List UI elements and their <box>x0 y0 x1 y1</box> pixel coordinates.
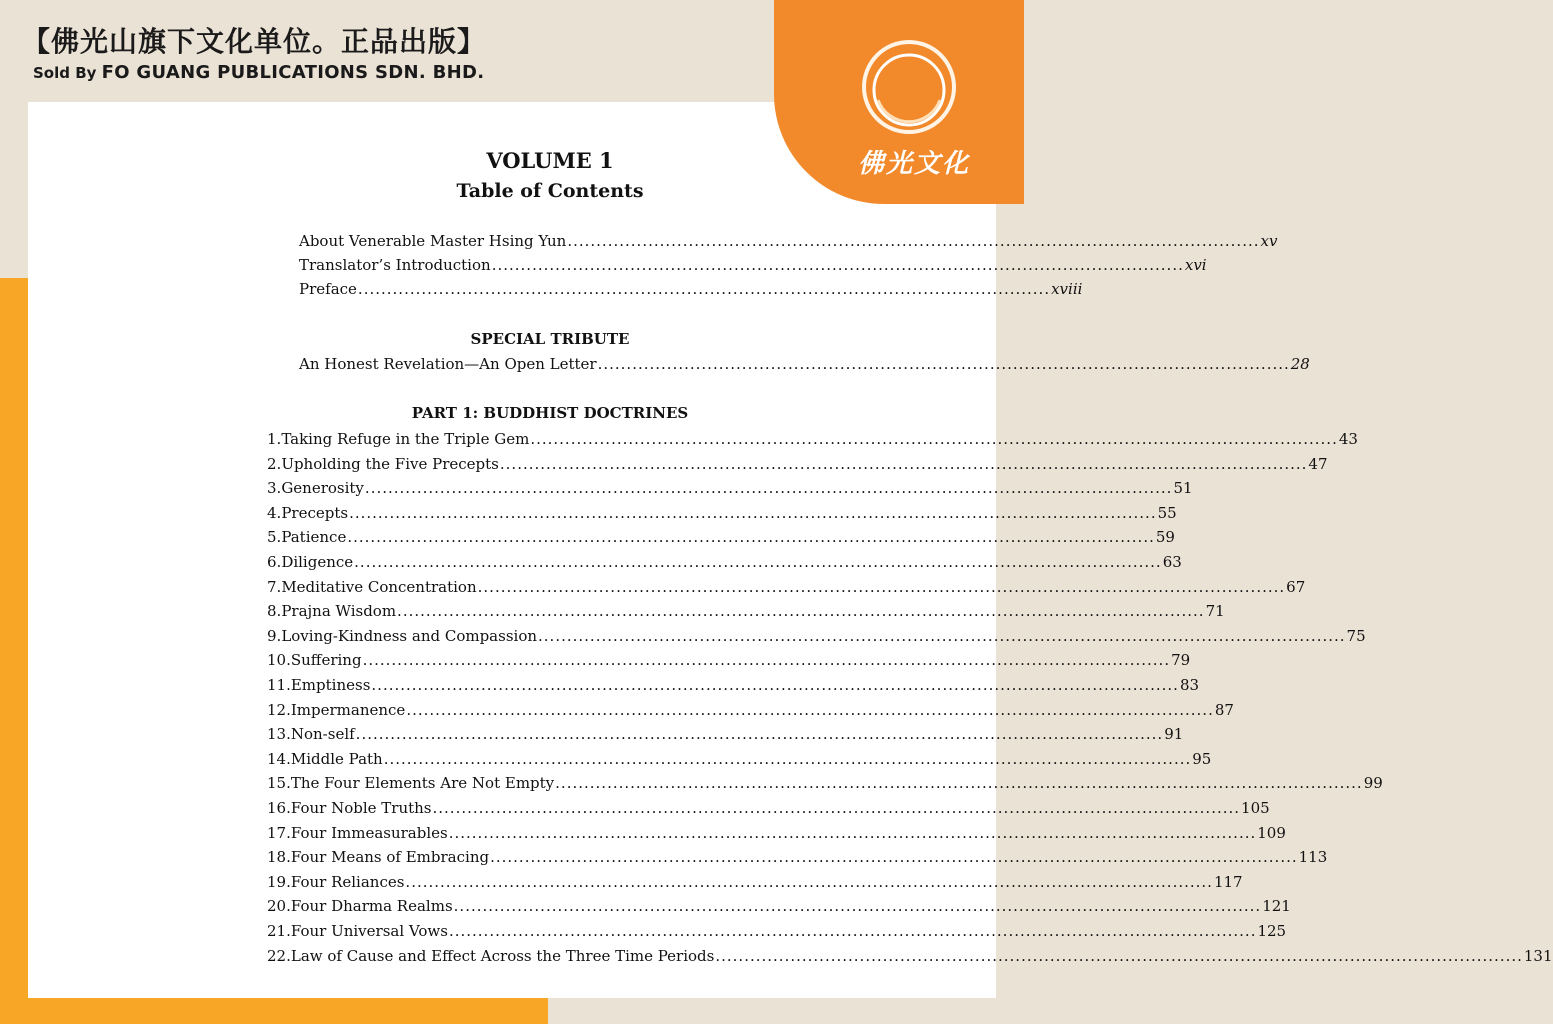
toc-entry <box>267 872 1243 892</box>
toc-entry-page: 67 <box>1286 578 1306 596</box>
toc-entry-title: Four Means of Embracing <box>290 848 490 866</box>
toc-entry-page: 95 <box>1192 750 1212 768</box>
toc-entry-number: 4. <box>267 504 282 522</box>
sold-by-prefix: Sold By <box>33 64 97 82</box>
toc-entry-title: Suffering <box>290 651 362 669</box>
toc-entry <box>267 577 1306 597</box>
toc-dot-leader: ............................................................................................................................................ <box>499 455 1308 473</box>
toc-entry <box>267 921 1287 941</box>
toc-entry <box>267 749 1212 769</box>
toc-dot-leader: ............................................................................................................................................ <box>362 651 1171 669</box>
toc-entry-number: 10. <box>267 651 291 669</box>
toc-entry-number: 1. <box>267 430 282 448</box>
toc-entry-number: 22. <box>267 947 291 965</box>
toc-entry-title: Preface <box>299 280 357 298</box>
toc-entry-page: 63 <box>1162 553 1182 571</box>
toc-dot-leader: ............................................................................................................................................ <box>448 824 1257 842</box>
volume-heading: VOLUME 1 <box>486 148 614 173</box>
toc-entry-title: Translator’s Introduction <box>299 256 491 274</box>
toc-entry-page: 109 <box>1257 824 1286 842</box>
toc-entry-number: 14. <box>267 750 291 768</box>
toc-entry <box>267 700 1234 720</box>
toc-dot-leader: ............................................................................................................................................ <box>383 750 1192 768</box>
toc-entry-page: 91 <box>1164 725 1184 743</box>
toc-dot-leader: ............................................................................................................................................ <box>432 799 1241 817</box>
sold-by-line <box>33 62 484 83</box>
toc-entry-number: 16. <box>267 799 291 817</box>
toc-entry-page: 131 <box>1523 947 1553 965</box>
toc-entry <box>267 478 1193 498</box>
publisher-name: FO GUANG PUBLICATIONS SDN. BHD. <box>101 62 485 83</box>
toc-dot-leader: ............................................................................................................................................ <box>364 479 1173 497</box>
toc-entry-page: xvi <box>1184 256 1207 274</box>
toc-entry-title: An Honest Revelation—An Open Letter <box>299 355 597 373</box>
toc-entry-page: 71 <box>1205 602 1225 620</box>
toc-entry-number: 18. <box>267 848 291 866</box>
toc-entry-page: 55 <box>1157 504 1177 522</box>
toc-entry-title: Four Universal Vows <box>290 922 448 940</box>
toc-entry-page: xviii <box>1051 280 1083 298</box>
toc-entry-number: 7. <box>267 578 282 596</box>
toc-entry <box>299 354 1310 374</box>
toc-entry-number: 17. <box>267 824 291 842</box>
toc-heading: Table of Contents <box>456 180 644 202</box>
toc-entry <box>267 626 1366 646</box>
toc-entry-page: 121 <box>1262 897 1291 915</box>
toc-entry <box>267 946 1553 966</box>
toc-entry <box>267 798 1270 818</box>
toc-entry <box>267 601 1225 621</box>
toc-entry-number: 15. <box>267 774 291 792</box>
toc-entry-title: Precepts <box>281 504 349 522</box>
toc-entry <box>299 255 1207 275</box>
toc-entry-page: 28 <box>1290 355 1310 373</box>
toc-entry-page: 105 <box>1241 799 1270 817</box>
toc-entry-title: Diligence <box>281 553 354 571</box>
toc-entry <box>267 847 1328 867</box>
special-tribute-heading: SPECIAL TRIBUTE <box>470 330 630 348</box>
toc-entry-title: Emptiness <box>290 676 371 694</box>
toc-entry-page: 99 <box>1363 774 1383 792</box>
toc-entry-title: Four Noble Truths <box>290 799 432 817</box>
toc-entry-title: Meditative Concentration <box>281 578 477 596</box>
toc-entry <box>267 724 1184 744</box>
toc-dot-leader: ........................................................................................................................ <box>567 232 1260 250</box>
toc-entry-title: Law of Cause and Effect Across the Three Time Periods <box>290 947 715 965</box>
toc-entry-page: 43 <box>1338 430 1358 448</box>
toc-dot-leader: ........................................................................................................................ <box>357 280 1051 298</box>
toc-dot-leader: ............................................................................................................................................ <box>530 430 1338 448</box>
toc-dot-leader: ............................................................................................................................................ <box>490 848 1298 866</box>
toc-dot-leader: ............................................................................................................................................ <box>448 922 1257 940</box>
toc-entry-number: 5. <box>267 528 282 546</box>
part1-heading: PART 1: BUDDHIST DOCTRINES <box>411 404 689 422</box>
toc-entry-title: Loving-Kindness and Compassion <box>281 627 538 645</box>
toc-dot-leader: ............................................................................................................................................ <box>453 897 1262 915</box>
toc-entry-page: 87 <box>1214 701 1234 719</box>
toc-entry <box>267 675 1200 695</box>
toc-entry-page: 51 <box>1173 479 1193 497</box>
toc-entry-page: 83 <box>1179 676 1200 694</box>
toc-entry-title: Generosity <box>281 479 364 497</box>
toc-entry-number: 20. <box>267 897 291 915</box>
toc-dot-leader: ........................................................................................................................ <box>491 256 1184 274</box>
toc-dot-leader: ............................................................................................................................................ <box>349 504 1157 522</box>
toc-dot-leader: ............................................................................................................................................ <box>555 774 1363 792</box>
toc-entry-number: 13. <box>267 725 291 743</box>
toc-entry-number: 9. <box>267 627 282 645</box>
toc-entry <box>267 552 1182 572</box>
toc-entry-page: xv <box>1260 232 1278 250</box>
toc-entry-page: 79 <box>1171 651 1191 669</box>
toc-entry-page: 113 <box>1298 848 1328 866</box>
toc-dot-leader: ............................................................................................................................................ <box>538 627 1346 645</box>
orange-bottom-band <box>0 998 548 1024</box>
toc-dot-leader: ............................................................................................................................................ <box>347 528 1155 546</box>
toc-dot-leader: ............................................................................................................................................ <box>715 947 1523 965</box>
toc-entry-number: 12. <box>267 701 291 719</box>
toc-entry-title: Four Immeasurables <box>290 824 448 842</box>
toc-entry <box>267 429 1358 449</box>
toc-dot-leader: ............................................................................................................................................ <box>371 676 1179 694</box>
toc-entry-number: 2. <box>267 455 282 473</box>
toc-entry-title: Upholding the Five Precepts <box>281 455 499 473</box>
toc-entry <box>267 503 1177 523</box>
logo-panel <box>774 0 1024 204</box>
toc-entry-title: Patience <box>281 528 347 546</box>
toc-entry-number: 8. <box>267 602 282 620</box>
toc-entry-number: 21. <box>267 922 291 940</box>
toc-entry <box>267 454 1328 474</box>
fo-guang-ring-logo-icon <box>860 38 958 136</box>
toc-entry-page: 59 <box>1155 528 1175 546</box>
toc-entry-title: Prajna Wisdom <box>281 602 397 620</box>
toc-entry-page: 47 <box>1308 455 1328 473</box>
toc-dot-leader: ........................................................................................................................ <box>597 355 1290 373</box>
toc-entry-page: 75 <box>1346 627 1366 645</box>
toc-entry <box>267 527 1175 547</box>
toc-entry-number: 19. <box>267 873 291 891</box>
toc-entry <box>267 896 1291 916</box>
toc-entry-number: 3. <box>267 479 282 497</box>
toc-dot-leader: ............................................................................................................................................ <box>355 725 1164 743</box>
toc-entry <box>299 231 1278 251</box>
toc-entry-title: Middle Path <box>290 750 383 768</box>
toc-entry-title: Four Reliances <box>290 873 405 891</box>
toc-dot-leader: ............................................................................................................................................ <box>397 602 1205 620</box>
toc-entry-title: The Four Elements Are Not Empty <box>290 774 555 792</box>
toc-entry-title: About Venerable Master Hsing Yun <box>299 232 567 250</box>
toc-dot-leader: ............................................................................................................................................ <box>406 701 1214 719</box>
toc-entry-number: 6. <box>267 553 282 571</box>
toc-dot-leader: ............................................................................................................................................ <box>354 553 1162 571</box>
toc-entry <box>299 279 1083 299</box>
toc-entry-title: Impermanence <box>290 701 406 719</box>
toc-entry-number: 11. <box>267 676 291 694</box>
toc-entry-title: Non-self <box>290 725 355 743</box>
toc-entry-title: Four Dharma Realms <box>290 897 453 915</box>
toc-entry-page: 117 <box>1213 873 1243 891</box>
toc-entry <box>267 823 1286 843</box>
toc-entry <box>267 650 1191 670</box>
toc-entry <box>267 773 1383 793</box>
logo-text: 佛光文化 <box>857 149 970 179</box>
toc-dot-leader: ............................................................................................................................................ <box>477 578 1286 596</box>
toc-entry-page: 125 <box>1257 922 1287 940</box>
toc-entry-title: Taking Refuge in the Triple Gem <box>281 430 530 448</box>
banner-title: 【佛光山旗下文化单位。正品出版】 <box>22 25 487 58</box>
toc-dot-leader: ............................................................................................................................................ <box>405 873 1213 891</box>
